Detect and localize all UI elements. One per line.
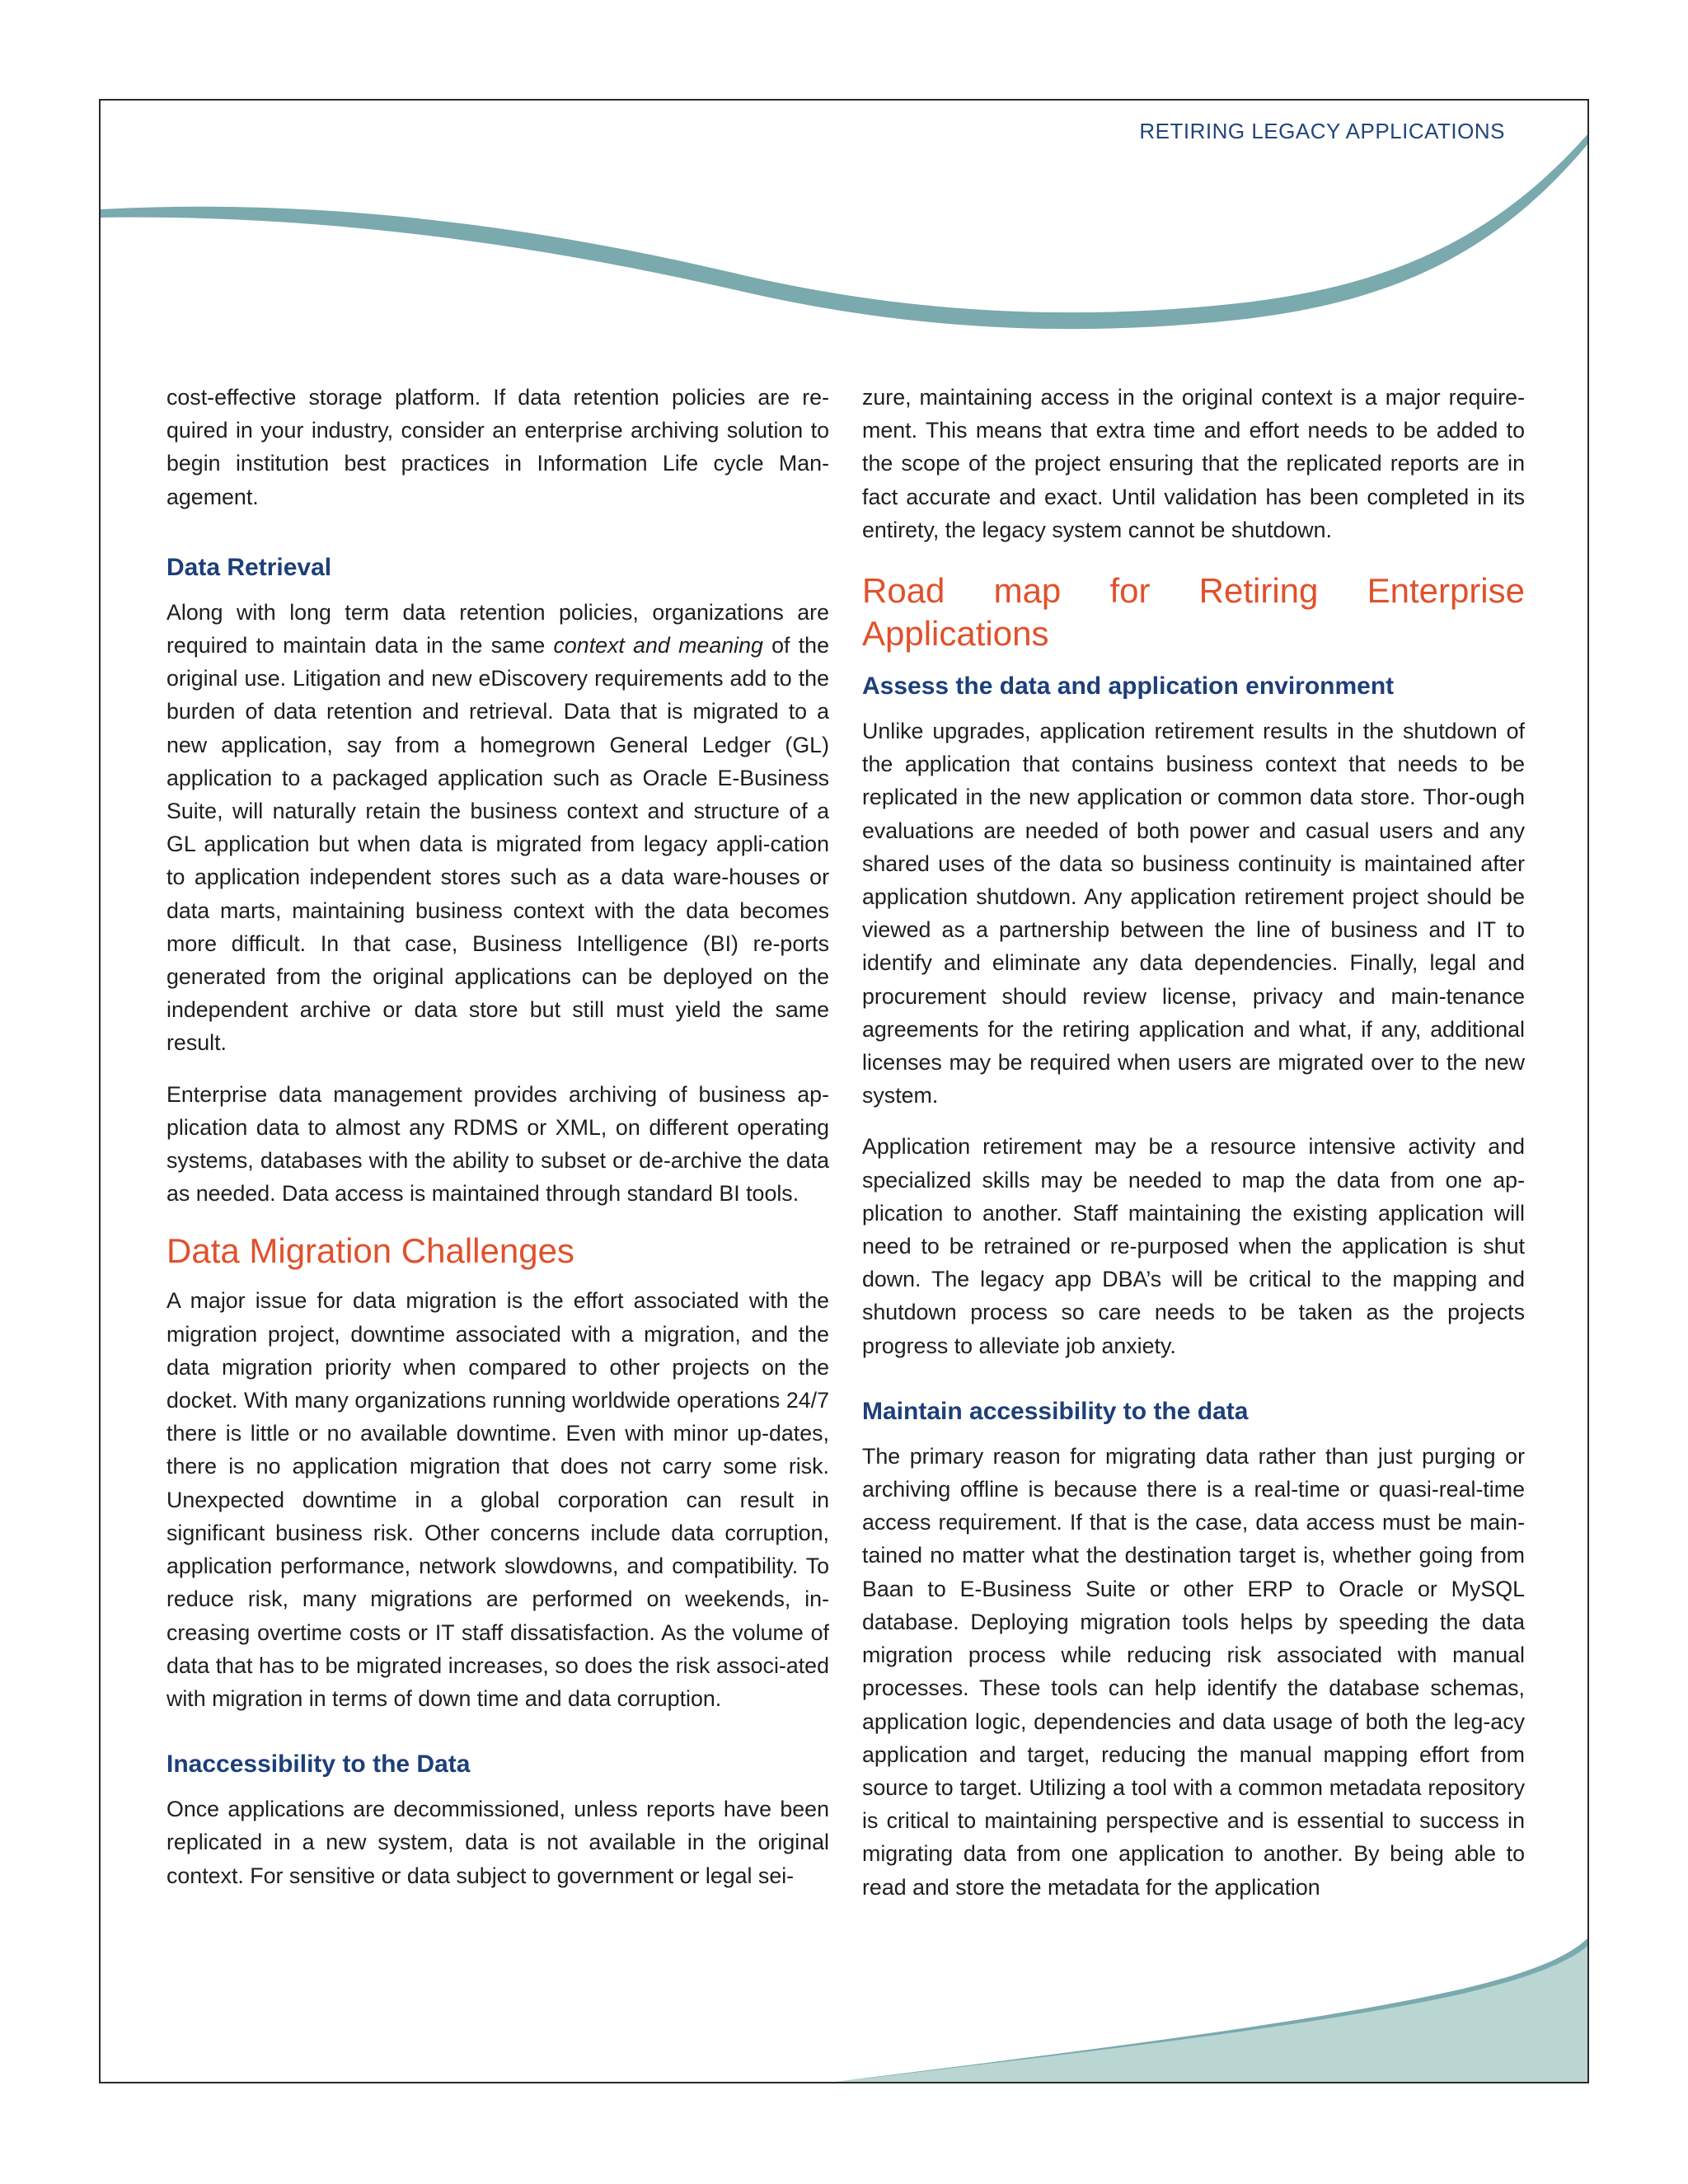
assess-heading: Assess the data and application environment (862, 673, 1395, 701)
maintain-heading: Maintain accessibility to the data (862, 1397, 1249, 1425)
data-retrieval-paragraph-1 (166, 596, 829, 1060)
context-and-meaning-italic: context and meaning (553, 633, 763, 658)
inaccessibility-paragraph: Once applications are decommissioned, unless reports have been replicated in a new system, data is not available in the original context. For sensitive or data subject to government or legal sei- (166, 1797, 829, 1888)
road-map-heading: Road map for Retiring Enterprise Applications (862, 571, 1525, 654)
data-migration-heading: Data Migration Challenges (166, 1231, 574, 1271)
data-retrieval-heading: Data Retrieval (166, 553, 332, 581)
assess-paragraph-1: Unlike upgrades, application retirement results in the shutdown of the application that contains business context that needs to be replicated in the new application or common data store. Thor-ough evaluations are needed of both power and casual users and any shared uses of the data so business continuity is maintained after application shutdown. Any application retirement project should be viewed as a partnership between the line of business and IT to identify and eliminate any data dependencies. Finally, legal and procurement should review license, privacy and main-tenance agreements for the retiring application and what, if any, additional licenses may be required when users are migrated over to the new system. (862, 719, 1525, 1108)
assess-paragraph-2: Application retirement may be a resource intensive activity and specialized skills may be needed to map the data from one ap-plication to another. Staff maintaining the existing application will need to be retrained or re-purposed when the application is shut down. The legacy app DBA’s will be critical to the mapping and shutdown process so care needs to be taken as the projects progress to alleviate job anxiety. (862, 1134, 1525, 1358)
top-wave-band (101, 134, 1588, 329)
right-column (862, 381, 1525, 1922)
page-frame (99, 99, 1589, 2083)
data-migration-paragraph: A major issue for data migration is the effort associated with the migration project, downtime associated with a migration, and the data migration priority when compared to other projects on the docket. With many organizations running worldwide operations 24/7 there is little or no available downtime. Even with minor up-dates, there is no application migration that does not carry some risk. Unexpected downtime in a global corporation can result in significant business risk. Other concerns include data corruption, application performance, network slowdowns, and compatibility. To reduce risk, many migrations are performed on weekends, in-creasing overtime costs or IT staff dissatisfaction. As the volume of data that has to be migrated increases, so does the risk associ-ated with migration in terms of down time and data corruption. (166, 1288, 829, 1711)
left-column (166, 381, 829, 1910)
intro-paragraph: cost-effective storage platform. If data retention policies are re-quired in your industry, consider an enterprise archiving solution to begin institution best practices in Information Life cycle Man-agement. (166, 385, 829, 509)
inaccessibility-heading: Inaccessibility to the Data (166, 1750, 471, 1779)
bottom-wave-fill (809, 1943, 1589, 2083)
data-retrieval-text-a: Along with long term data retention policies, organizations are required to maintain data in the same (166, 599, 829, 658)
maintain-paragraph: The primary reason for migrating data rather than just purging or archiving offline is because there is a real-time or quasi-real-time access requirement. If that is the case, data access must be main-tained no matter what the destination target is, whether going from Baan to E-Business Suite or other ERP to Oracle or MySQL database. Deploying migration tools helps by speeding the data migration process while reducing risk associated with manual processes. These tools can help identify the database schemas, application logic, dependencies and data usage of both the leg-acy application and target, reducing the manual mapping effort from source to target. Utilizing a tool with a common metadata repository is critical to maintaining perspective and is essential to success in migrating data from one application to another. By being able to read and store the metadata for the application (862, 1443, 1525, 1900)
running-header: RETIRING LEGACY APPLICATIONS (1139, 119, 1505, 143)
data-retrieval-paragraph-2: Enterprise data management provides archiving of business ap-plication data to almost any RDMS or XML, on different operating systems, databases with the ability to subset or de-archive the data as needed. Data access is maintained through standard BI tools. (166, 1081, 829, 1207)
continuation-paragraph: zure, maintaining access in the original context is a major require-ment. This means that extra time and effort needs to be added to the scope of the project ensuring that the replicated reports are in fact accurate and exact. Until validation has been completed in its entirety, the legacy system cannot be shutdown. (862, 385, 1525, 542)
data-retrieval-text-b: of the original use. Litigation and new eDiscovery requirements add to the burden of data retention and retrieval. Data that is migrated to a new application, say from a homegrown General Ledger (GL) application to a packaged application such as Oracle E-Business Suite, will naturally retain the business context and structure of a GL application but when data is migrated from legacy appli-cation to application independent stores such as a data ware-houses or data marts, maintaining business context with the data becomes more difficult. In that case, Business Intelligence (BI) re-ports generated from the original applications can be deployed on the independent archive or data store but still must yield the same result. (166, 633, 829, 1056)
